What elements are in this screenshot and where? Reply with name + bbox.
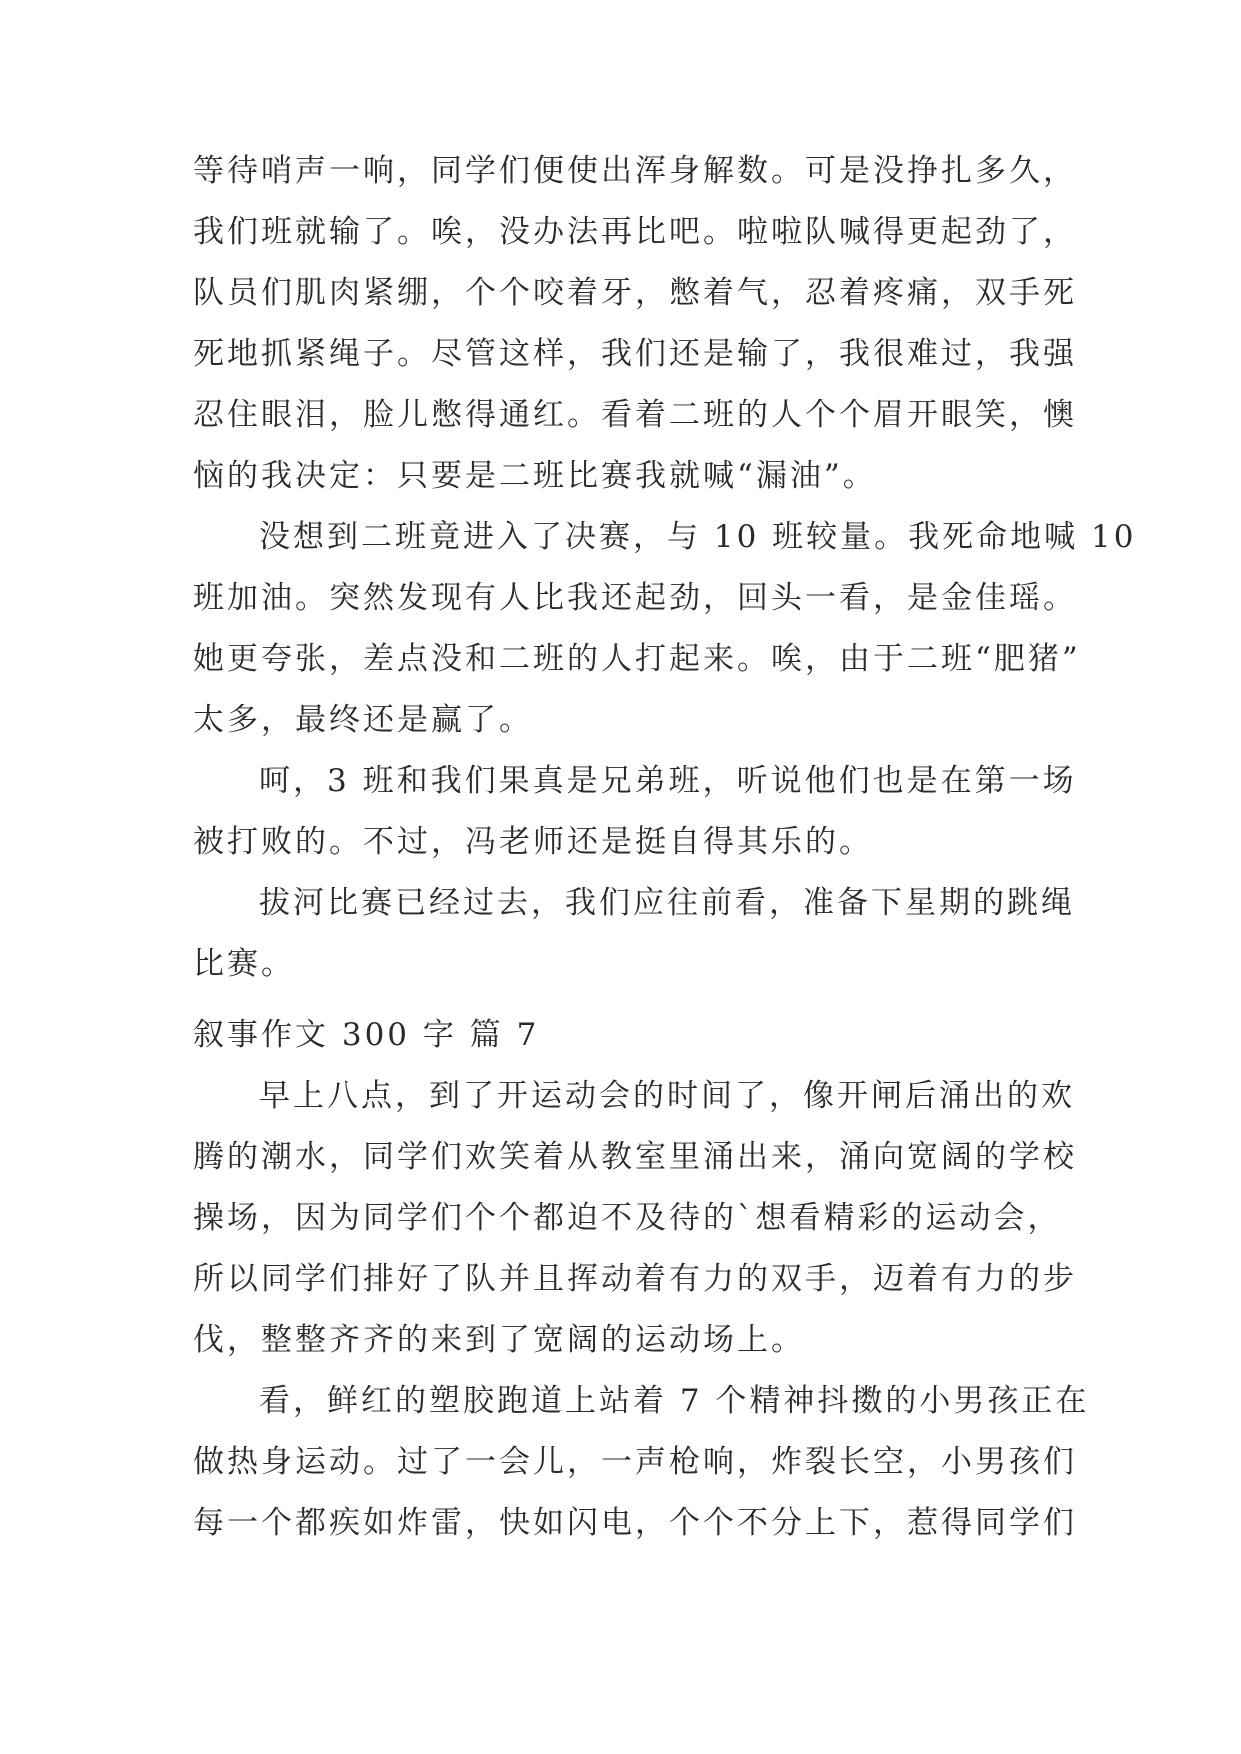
text-line: 恼的我决定：只要是二班比赛我就喊“漏油”。 <box>193 458 877 494</box>
text-line: 忍住眼泪，脸儿憋得通红。看着二班的人个个眉开眼笑，懊 <box>193 397 1077 433</box>
text-line: 做热身运动。过了一会儿，一声枪响，炸裂长空，小男孩们 <box>193 1444 1077 1480</box>
text-line: 死地抓紧绳子。尽管这样，我们还是输了，我很难过，我强 <box>193 336 1077 372</box>
section-heading: 叙事作文 300 字 篇 7 <box>193 1017 540 1053</box>
essay-section-2 <box>193 1005 1090 1554</box>
paragraph-start-line: 看，鲜红的塑胶跑道上站着 7 个精神抖擞的小男孩正在 <box>259 1383 1090 1419</box>
text-line: 她更夸张，差点没和二班的人打起来。唉，由于二班“肥猪” <box>193 641 1081 677</box>
text-line: 腾的潮水，同学们欢笑着从教室里涌出来，涌向宽阔的学校 <box>193 1139 1077 1175</box>
text-line: 每一个都疾如炸雷，快如闪电，个个不分上下，惹得同学们 <box>193 1505 1077 1541</box>
text-line: 队员们肌肉紧绷，个个咬着牙，憋着气，忍着疼痛，双手死 <box>193 275 1077 311</box>
text-line: 太多，最终还是赢了。 <box>193 702 533 738</box>
paragraph-start-line: 早上八点，到了开运动会的时间了，像开闸后涌出的欢 <box>259 1078 1075 1114</box>
text-line: 被打败的。不过，冯老师还是挺自得其乐的。 <box>193 824 873 860</box>
text-line: 等待哨声一响，同学们便使出浑身解数。可是没挣扎多久， <box>193 153 1077 189</box>
text-line: 操场，因为同学们个个都迫不及待的`想看精彩的运动会， <box>193 1200 1062 1236</box>
paragraph-start-line: 呵，3 班和我们果真是兄弟班，听说他们也是在第一场 <box>259 763 1077 799</box>
text-line: 比赛。 <box>193 946 295 982</box>
essay-section-1 <box>193 141 1137 995</box>
paragraph-start-line: 拔河比赛已经过去，我们应往前看，准备下星期的跳绳 <box>259 885 1075 921</box>
text-line: 我们班就输了。唉，没办法再比吧。啦啦队喊得更起劲了， <box>193 214 1077 250</box>
text-line: 所以同学们排好了队并且挥动着有力的双手，迈着有力的步 <box>193 1261 1077 1297</box>
text-line: 伐，整整齐齐的来到了宽阔的运动场上。 <box>193 1322 805 1358</box>
paragraph-start-line: 没想到二班竟进入了决赛，与 10 班较量。我死命地喊 10 <box>259 519 1137 555</box>
text-line: 班加油。突然发现有人比我还起劲，回头一看，是金佳瑶。 <box>193 580 1077 616</box>
